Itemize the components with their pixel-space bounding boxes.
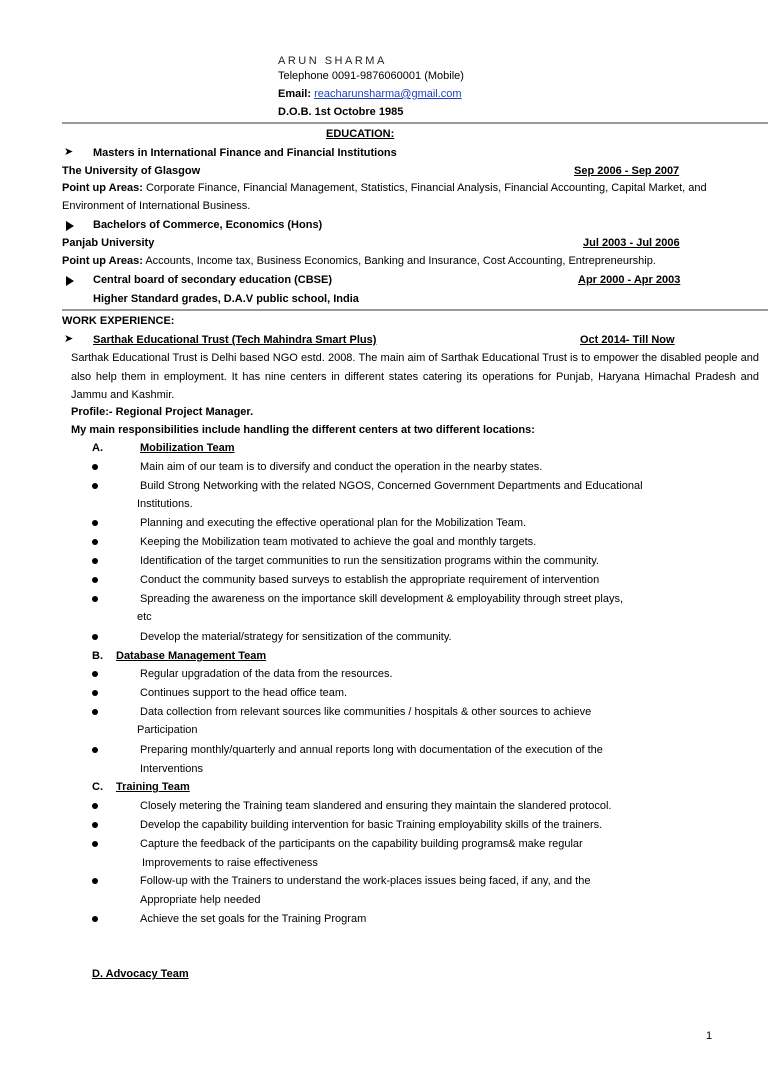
cbse-detail: Higher Standard grades, D.A.V public school, India bbox=[93, 293, 359, 305]
telephone: Telephone 0091-9876060001 (Mobile) bbox=[278, 70, 464, 82]
bullet-icon bbox=[92, 671, 98, 677]
work-dates: Oct 2014- Till Now bbox=[580, 334, 675, 346]
list-item: Continues support to the head office team. bbox=[140, 687, 348, 699]
masters-degree: Masters in International Finance and Financial Institutions bbox=[93, 147, 397, 159]
bullet-icon bbox=[92, 878, 98, 884]
bullet-icon bbox=[92, 822, 98, 828]
masters-institution: The University of Glasgow bbox=[62, 165, 201, 177]
list-item-cont: Appropriate help needed bbox=[140, 894, 261, 906]
cbse-dates: Apr 2000 - Apr 2003 bbox=[578, 274, 681, 286]
bachelors-institution: Panjab University bbox=[62, 237, 155, 249]
list-item: Closely metering the Training team slandered and ensuring they maintain the slandered protocol. bbox=[140, 800, 612, 812]
bullet-icon bbox=[92, 916, 98, 922]
bachelors-dates: Jul 2003 - Jul 2006 bbox=[583, 237, 680, 249]
list-item: Planning and executing the effective operational plan for the Mobilization Team. bbox=[140, 517, 527, 529]
bachelors-areas-text: Accounts, Income tax, Business Economics, Banking and Insurance, Cost Accounting, Entrepreneurship. bbox=[145, 255, 656, 267]
bullet-icon bbox=[92, 690, 98, 696]
team-c-title: Training Team bbox=[116, 781, 190, 793]
bullet-icon bbox=[92, 483, 98, 489]
list-item-cont: Participation bbox=[137, 724, 198, 736]
list-item-cont: Interventions bbox=[140, 763, 203, 775]
education-heading: EDUCATION: bbox=[326, 128, 395, 140]
bachelors-areas bbox=[62, 254, 656, 268]
list-item: Spreading the awareness on the importance skill development & employability through street plays, bbox=[140, 593, 624, 605]
bachelors-areas-label: Point up Areas: bbox=[62, 255, 143, 267]
list-item: Main aim of our team is to diversify and conduct the operation in the nearby states. bbox=[140, 461, 543, 473]
list-item: Identification of the target communities to run the sensitization programs within the community. bbox=[140, 555, 599, 567]
arrow-bullet-icon: ➤ bbox=[64, 333, 74, 345]
date-of-birth: D.O.B. 1st Octobre 1985 bbox=[278, 106, 404, 118]
triangle-bullet-icon bbox=[66, 276, 74, 286]
bullet-icon bbox=[92, 747, 98, 753]
team-b-letter: B. bbox=[92, 650, 103, 662]
list-item: Achieve the set goals for the Training Program bbox=[140, 913, 367, 925]
masters-areas-label: Point up Areas: bbox=[62, 182, 143, 194]
list-item: Develop the material/strategy for sensitization of the community. bbox=[140, 631, 452, 643]
team-c-letter: C. bbox=[92, 781, 103, 793]
masters-dates: Sep 2006 - Sep 2007 bbox=[574, 165, 680, 177]
bachelors-degree: Bachelors of Commerce, Economics (Hons) bbox=[93, 219, 323, 231]
team-a-title: Mobilization Team bbox=[140, 442, 235, 454]
bullet-icon bbox=[92, 520, 98, 526]
masters-areas-cont: Environment of International Business. bbox=[62, 200, 251, 212]
list-item-cont: etc bbox=[137, 611, 152, 623]
email-link[interactable]: reacharunsharma@gmail.com bbox=[314, 88, 462, 100]
list-item: Data collection from relevant sources like communities / hospitals & other sources to achieve bbox=[140, 706, 592, 718]
list-item: Keeping the Mobilization team motivated to achieve the goal and monthly targets. bbox=[140, 536, 537, 548]
bullet-icon bbox=[92, 709, 98, 715]
list-item-cont: Improvements to raise effectiveness bbox=[142, 857, 318, 869]
work-heading: WORK EXPERIENCE: bbox=[62, 315, 175, 327]
arrow-bullet-icon: ➤ bbox=[64, 146, 74, 158]
bullet-icon bbox=[92, 803, 98, 809]
page-number: 1 bbox=[706, 1030, 713, 1042]
list-item-cont: Institutions. bbox=[137, 498, 193, 510]
bullet-icon bbox=[92, 596, 98, 602]
list-item: Develop the capability building intervention for basic Training employability skills of the trainers. bbox=[140, 819, 603, 831]
list-item: Capture the feedback of the participants on the capability building programs& make regular bbox=[140, 838, 583, 850]
bullet-icon bbox=[92, 841, 98, 847]
bullet-icon bbox=[92, 539, 98, 545]
candidate-name: ARUN SHARMA bbox=[278, 55, 387, 67]
employer-description: Sarthak Educational Trust is Delhi based NGO estd. 2008. The main aim of Sarthak Educational Trust is to empower the disabled people and also help them in employment. It has nine centers in different states catering its operations for Punjab, Haryana Himachal Pradesh and Jammu and Kashmir. bbox=[71, 352, 759, 401]
divider bbox=[62, 122, 768, 124]
masters-areas bbox=[62, 181, 707, 195]
responsibilities-intro: My main responsibilities include handling the different centers at two different locations: bbox=[71, 424, 535, 436]
list-item: Follow-up with the Trainers to understand the work-places issues being faced, if any, and the bbox=[140, 875, 591, 887]
email-label: Email: bbox=[278, 88, 312, 100]
bullet-icon bbox=[92, 558, 98, 564]
team-b-title: Database Management Team bbox=[116, 650, 267, 662]
bullet-icon bbox=[92, 577, 98, 583]
employer: Sarthak Educational Trust (Tech Mahindra Smart Plus) bbox=[93, 334, 377, 346]
divider bbox=[62, 309, 768, 311]
bullet-icon bbox=[92, 634, 98, 640]
cbse-degree: Central board of secondary education (CBSE) bbox=[93, 274, 332, 286]
team-a-letter: A. bbox=[92, 442, 103, 454]
email-line bbox=[278, 87, 462, 101]
list-item: Build Strong Networking with the related NGOS, Concerned Government Departments and Educational bbox=[140, 480, 643, 492]
list-item: Regular upgradation of the data from the resources. bbox=[140, 668, 393, 680]
bullet-icon bbox=[92, 464, 98, 470]
team-d-title: D. Advocacy Team bbox=[92, 968, 189, 980]
profile: Profile:- Regional Project Manager. bbox=[71, 406, 254, 418]
masters-areas-text: Corporate Finance, Financial Management, Statistics, Financial Analysis, Financial Accounting, Capital Market, and bbox=[145, 182, 707, 194]
triangle-bullet-icon bbox=[66, 221, 74, 231]
list-item: Conduct the community based surveys to establish the appropriate requirement of intervention bbox=[140, 574, 600, 586]
list-item: Preparing monthly/quarterly and annual reports long with documentation of the execution of the bbox=[140, 744, 603, 756]
